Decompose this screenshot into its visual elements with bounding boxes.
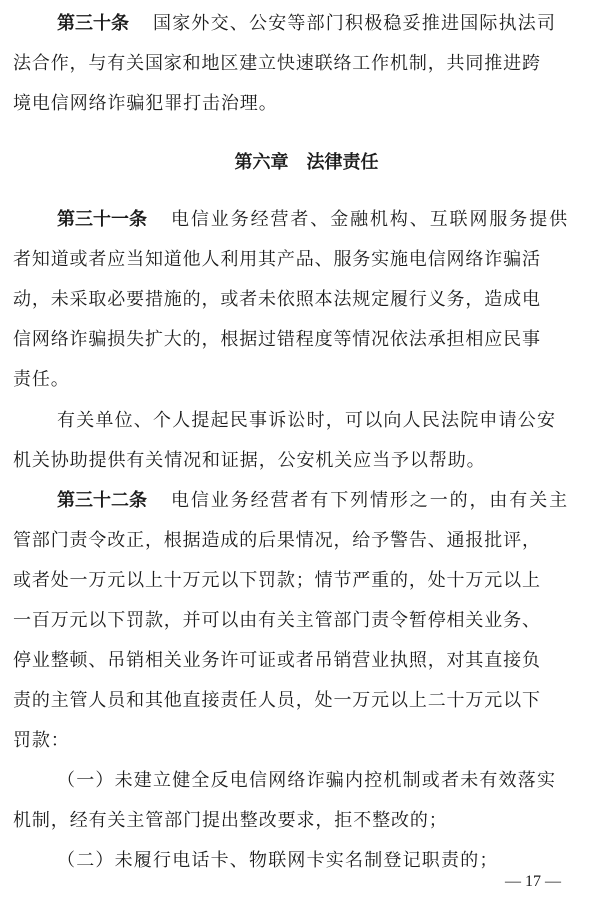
article-31-line-3: 动，未采取必要措施的，或者未依照本法规定履行义务，造成电 [13, 289, 541, 310]
article-31-line-4: 信网络诈骗损失扩大的，根据过错程度等情况依法承担相应民事 [13, 329, 541, 350]
item-1-line-1: （一）未建立健全反电信网络诈骗内控机制或者未有效落实 [57, 770, 557, 791]
article-32-line-3: 或者处一万元以上十万元以下罚款；情节严重的，处十万元以上 [13, 570, 541, 591]
article-30-line-2: 法合作，与有关国家和地区建立快速联络工作机制，共同推进跨 [13, 53, 541, 74]
article-32-line-2: 管部门责令改正，根据造成的后果情况，给予警告、通报批评， [13, 530, 541, 551]
article-32-line-6: 责的主管人员和其他直接责任人员，处一万元以上二十万元以下 [13, 690, 541, 711]
item-1-line-2: 机制，经有关主管部门提出整改要求，拒不整改的； [13, 810, 448, 831]
article-32-line-5: 停业整顿、吊销相关业务许可证或者吊销营业执照，对其直接负 [13, 650, 541, 671]
article-31-para-2-line-1: 有关单位、个人提起民事诉讼时，可以向人民法院申请公安 [57, 410, 557, 431]
article-30-text: 国家外交、公安等部门积极稳妥推进国际执法司 [153, 13, 557, 34]
article-30-line-3: 境电信网络诈骗犯罪打击治理。 [13, 93, 278, 114]
page-number: — 17 — [505, 873, 561, 890]
article-30-line-1 [57, 12, 597, 36]
item-2-line-1: （二）未履行电话卡、物联网卡实名制登记职责的； [57, 850, 499, 871]
article-31-line-2: 者知道或者应当知道他人利用其产品、服务实施电信网络诈骗活 [13, 249, 541, 270]
article-31-line-1 [57, 208, 597, 232]
chapter-heading: 第六章 法律责任 [234, 152, 379, 173]
article-32-line-1 [57, 489, 597, 513]
article-30-label: 第三十条 [57, 13, 129, 34]
article-32-line-7: 罚款： [13, 730, 70, 751]
article-32-text: 电信业务经营者有下列情形之一的，由有关主 [171, 490, 569, 511]
article-31-label: 第三十一条 [57, 209, 147, 230]
article-31-para-2-line-2: 机关协助提供有关情况和证据，公安机关应当予以帮助。 [13, 450, 486, 471]
article-31-text: 电信业务经营者、金融机构、互联网服务提供 [171, 209, 569, 230]
article-31-line-5: 责任。 [13, 369, 70, 390]
article-32-label: 第三十二条 [57, 490, 147, 511]
article-32-line-4: 一百万元以下罚款，并可以由有关主管部门责令暂停相关业务、 [13, 610, 541, 631]
